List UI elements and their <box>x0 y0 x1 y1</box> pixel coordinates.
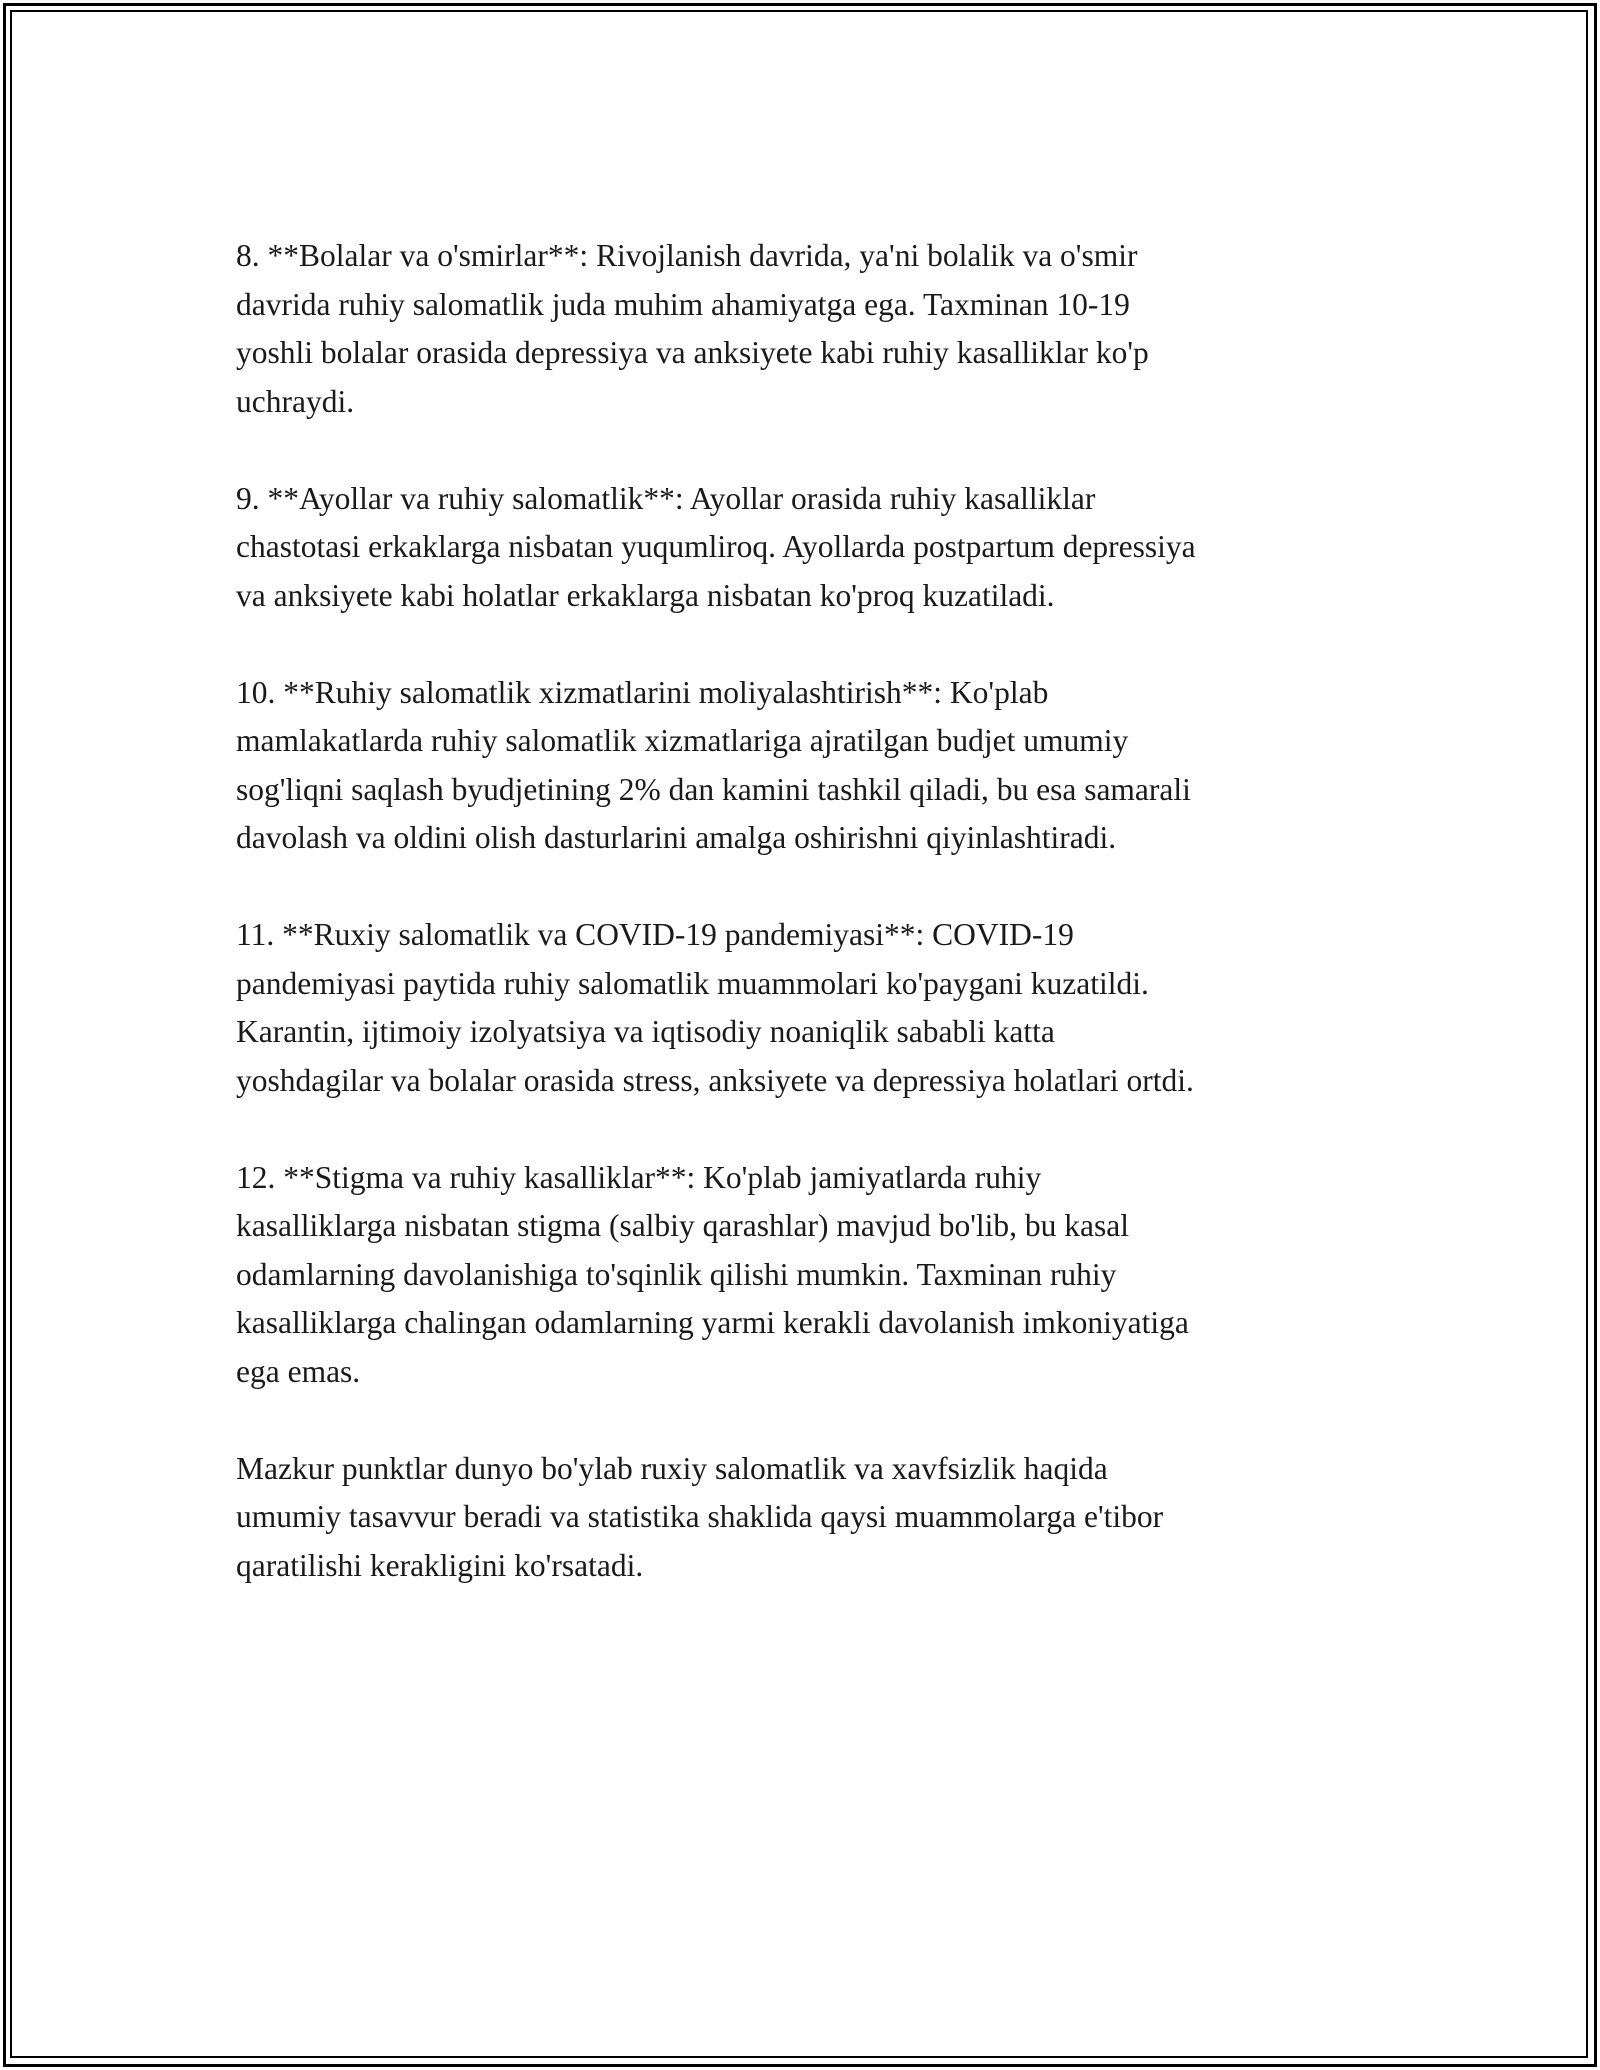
text-line: 12. **Stigma va ruhiy kasalliklar**: Ko'plab jamiyatlarda ruhiy <box>236 1159 1042 1195</box>
document-body <box>236 232 1386 1590</box>
paragraph-item-8 <box>236 232 1386 426</box>
text-line: umumiy tasavvur beradi va statistika shaklida qaysi muammolarga e'tibor <box>236 1499 1164 1534</box>
text-line: mamlakatlarda ruhiy salomatlik xizmatlariga ajratilgan budjet umumiy <box>236 723 1129 758</box>
text-line: 11. **Ruxiy salomatlik va COVID-19 pandemiyasi**: COVID-19 <box>236 917 1074 952</box>
text-line: odamlarning davolanishiga to'sqinlik qilishi mumkin. Taxminan ruhiy <box>236 1256 1117 1292</box>
text-line: 9. **Ayollar va ruhiy salomatlik**: Ayollar orasida ruhiy kasalliklar <box>236 480 1096 516</box>
paragraph-item-12 <box>236 1154 1386 1397</box>
text-line: kasalliklarga chalingan odamlarning yarmi kerakli davolanish imkoniyatiga <box>236 1305 1189 1340</box>
text-line: davolash va oldini olish dasturlarini amalga oshirishni qiyinlashtiradi. <box>236 820 1117 855</box>
text-line: 10. **Ruhiy salomatlik xizmatlarini moliyalashtirish**: Ko'plab <box>236 674 1049 710</box>
paragraph-item-10 <box>236 669 1386 863</box>
text-line: chastotasi erkaklarga nisbatan yuqumliroq. Ayollarda postpartum depressiya <box>236 529 1196 564</box>
text-line: 8. **Bolalar va o'smirlar**: Rivojlanish davrida, ya'ni bolalik va o'smir <box>236 238 1138 273</box>
text-line: kasalliklarga nisbatan stigma (salbiy qarashlar) mavjud bo'lib, bu kasal <box>236 1208 1129 1243</box>
text-line: qaratilishi kerakligini ko'rsatadi. <box>236 1547 644 1583</box>
text-line: Karantin, ijtimoiy izolyatsiya va iqtisodiy noaniqlik sababli katta <box>236 1014 1055 1049</box>
text-line: yoshli bolalar orasida depressiya va anksiyete kabi ruhiy kasalliklar ko'p <box>236 335 1149 370</box>
paragraph-conclusion <box>236 1445 1386 1591</box>
paragraph-item-9 <box>236 475 1386 621</box>
text-line: davrida ruhiy salomatlik juda muhim ahamiyatga ega. Taxminan 10-19 <box>236 286 1130 322</box>
text-line: pandemiyasi paytida ruhiy salomatlik muammolari ko'paygani kuzatildi. <box>236 965 1149 1001</box>
text-line: ega emas. <box>236 1353 361 1389</box>
paragraph-item-11 <box>236 911 1386 1105</box>
text-line: Mazkur punktlar dunyo bo'ylab ruxiy salomatlik va xavfsizlik haqida <box>236 1450 1108 1486</box>
text-line: uchraydi. <box>236 383 355 419</box>
text-line: va anksiyete kabi holatlar erkaklarga nisbatan ko'proq kuzatiladi. <box>236 577 1055 613</box>
text-line: yoshdagilar va bolalar orasida stress, anksiyete va depressiya holatlari ortdi. <box>236 1062 1194 1098</box>
text-line: sog'liqni saqlash byudjetining 2% dan kamini tashkil qiladi, bu esa samarali <box>236 771 1191 807</box>
